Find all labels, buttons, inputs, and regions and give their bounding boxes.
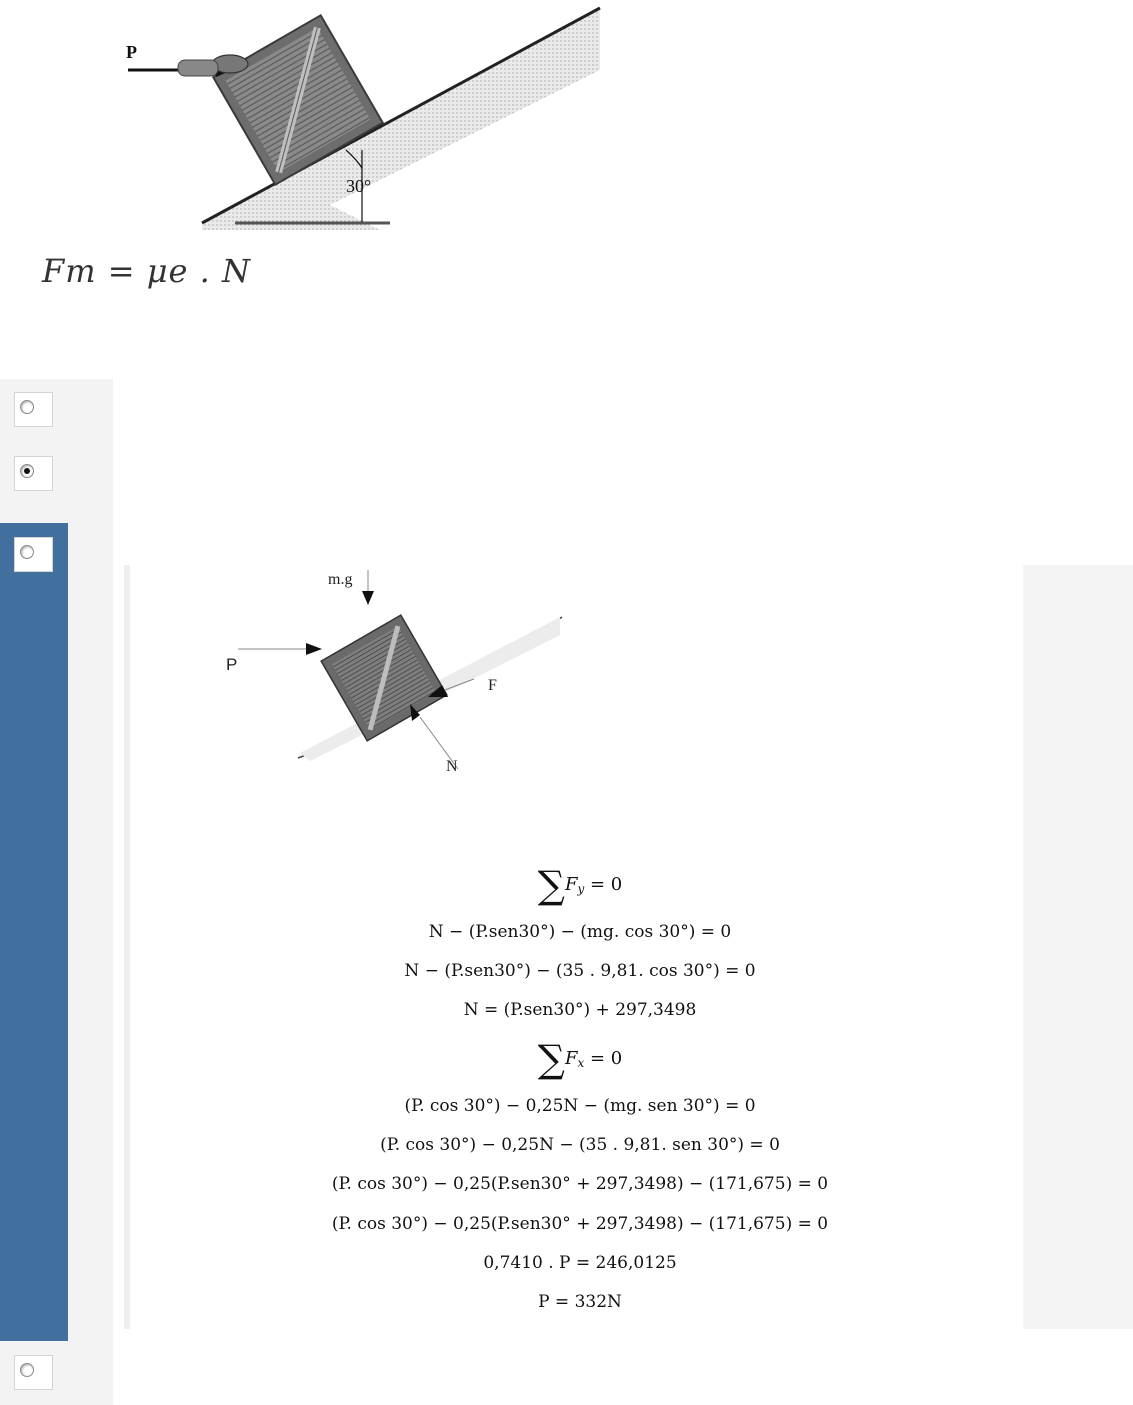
equation-line: N − (P.sen30°) − (35 . 9,81. cos 30°) = 0 bbox=[404, 961, 756, 981]
radio-checked-icon[interactable] bbox=[20, 464, 34, 478]
equation-line: 0,7410 . P = 246,0125 bbox=[483, 1253, 677, 1273]
radio-icon[interactable] bbox=[20, 1363, 34, 1377]
equation-result: P = 332N bbox=[538, 1292, 622, 1312]
equation-sum-fy: $\sum F_y = 0$ bbox=[537, 863, 623, 907]
equation-line: N = (P.sen30°) + 297,3498 bbox=[463, 1000, 697, 1020]
problem-figure bbox=[120, 0, 620, 235]
radio-icon[interactable] bbox=[20, 400, 34, 414]
answer-solution-panel bbox=[124, 565, 1133, 1329]
angle-label: 30° bbox=[346, 176, 372, 196]
equation-line: (P. cos 30°) − 0,25N − (35 . 9,81. sen 30°) = 0 bbox=[380, 1135, 780, 1155]
panel-right-margin bbox=[1023, 565, 1133, 1329]
option-d-radio[interactable] bbox=[14, 1355, 53, 1390]
equation-line: (P. cos 30°) − 0,25(P.sen30° + 297,3498) − (171,675) = 0 bbox=[331, 1214, 829, 1234]
equation-line: N − (P.sen30°) − (mg. cos 30°) = 0 bbox=[428, 922, 732, 942]
push-label: P bbox=[226, 655, 238, 674]
equation-line: (P. cos 30°) − 0,25N − (mg. sen 30°) = 0 bbox=[404, 1096, 756, 1116]
option-b-radio[interactable] bbox=[14, 456, 53, 491]
equation-line: (P. cos 30°) − 0,25(P.sen30° + 297,3498) − (171,675) = 0 bbox=[331, 1174, 829, 1194]
friction-formula: Fm = μe . N bbox=[42, 252, 251, 290]
radio-icon[interactable] bbox=[20, 545, 34, 559]
normal-label: N bbox=[446, 758, 458, 775]
free-body-diagram bbox=[220, 565, 580, 785]
option-a-radio[interactable] bbox=[14, 392, 53, 427]
option-c-radio[interactable] bbox=[14, 537, 53, 572]
weight-label: m.g bbox=[328, 571, 353, 588]
selected-option-highlight bbox=[0, 523, 68, 1341]
friction-label: F bbox=[488, 677, 497, 694]
force-label: P bbox=[126, 42, 137, 62]
equation-sum-fx: $\sum F_x = 0$ bbox=[537, 1037, 623, 1081]
